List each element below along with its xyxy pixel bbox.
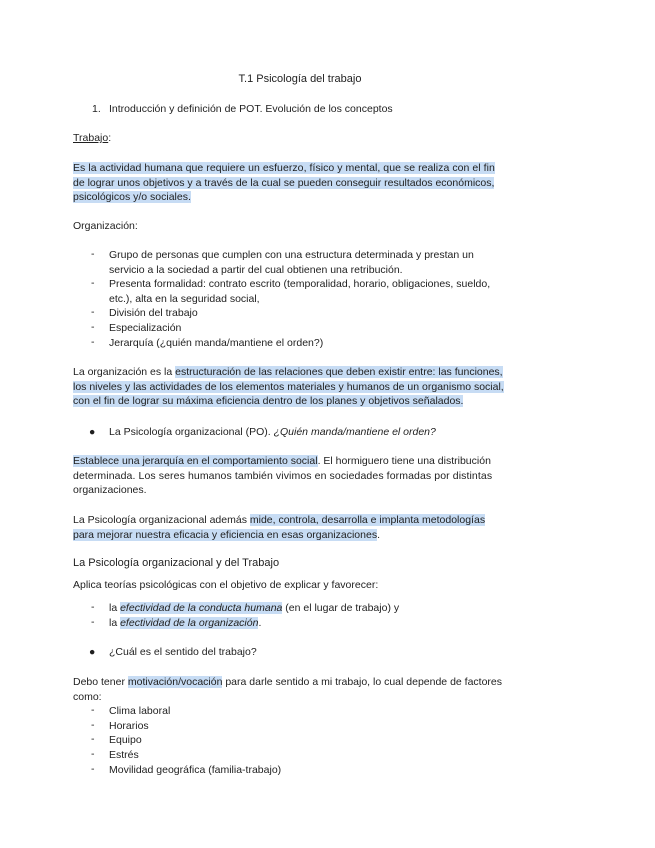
list-item: Clima laboral <box>109 705 171 717</box>
list-dash: - <box>91 336 95 348</box>
sentido-question: ¿Cuál es el sentido del trabajo? <box>109 646 257 658</box>
section-1-number: 1. <box>92 103 101 115</box>
list-dash: - <box>91 601 95 613</box>
trabajo-definition <box>73 161 529 205</box>
organizacion-paragraph: La organización es la estructuración de las relaciones que deben existir entre: las funciones, los niveles y las actividades de los elementos materiales y humanos de un organismo social, con el fin de lograr su máxima eficiencia dentro de los planes y objetivos señalados. <box>73 366 504 407</box>
pot-intro: Aplica teorías psicológicas con el objetivo de explicar y favorecer: <box>73 579 379 591</box>
po-highlight-1: Establece una jerarquía en el comportamiento social <box>73 455 318 467</box>
section-1-heading: Introducción y definición de POT. Evolución de los conceptos <box>109 103 393 115</box>
list-dash: - <box>91 248 95 260</box>
sentido-highlight: motivación/vocación <box>127 676 223 688</box>
pot-heading: La Psicología organizacional y del Trabajo <box>73 557 280 569</box>
list-dash: - <box>91 748 95 760</box>
list-dash: - <box>91 763 95 775</box>
sentido-bullet: ● <box>89 646 96 658</box>
pot-item-1: la efectividad de la conducta humana (en el lugar de trabajo) y <box>109 602 400 614</box>
organizacion-list <box>0 248 655 358</box>
list-item: Movilidad geográfica (familia-trabajo) <box>109 764 282 776</box>
list-dash: - <box>91 719 95 731</box>
organizacion-label: Organización: <box>73 220 138 232</box>
trabajo-colon: : <box>108 132 112 144</box>
trabajo-def-line-1: Es la actividad humana que requiere un esfuerzo, físico y mental, que se realiza con el fin <box>73 162 495 174</box>
list-dash: - <box>91 321 95 333</box>
list-item: Horarios <box>109 720 149 732</box>
list-item: Grupo de personas que cumplen con una estructura determinada y prestan un servicio a la sociedad a partir del cual obtienen una retribución. <box>109 249 474 276</box>
pot-item-2: la efectividad de la organización. <box>109 617 262 629</box>
list-item: Estrés <box>109 749 139 761</box>
trabajo-label-line <box>73 131 111 146</box>
factors-list <box>0 704 655 784</box>
po-paragraph-2: La Psicología organizacional además mide, controla, desarrolla e implanta metodologías para mejorar nuestra eficacia y eficiencia en esas organizaciones. <box>73 514 486 541</box>
po-paragraph-1: Establece una jerarquía en el comportamiento social. El hormiguero tiene una distribución determinada. Los seres humanos también vivimos en sociedades formadas por distintas organizaciones. <box>73 455 493 496</box>
po-bullet: ● <box>89 426 96 438</box>
po-question: ¿Quién manda/mantiene el orden? <box>273 426 436 438</box>
list-dash: - <box>91 733 95 745</box>
list-item: División del trabajo <box>109 307 198 319</box>
list-dash: - <box>91 616 95 628</box>
list-item: Especialización <box>109 322 182 334</box>
trabajo-label: Trabajo <box>73 132 109 144</box>
list-item: Jerarquía (¿quién manda/mantiene el orden?) <box>109 337 324 349</box>
list-dash: - <box>91 277 95 289</box>
trabajo-def-line-2: de lograr unos objetivos y a través de la cual se pueden conseguir resultados económicos, <box>73 176 495 189</box>
page-title: T.1 Psicología del trabajo <box>238 73 362 85</box>
list-dash: - <box>91 306 95 318</box>
sentido-paragraph: Debo tener motivación/vocación para darle sentido a mi trabajo, lo cual depende de factores como: <box>73 676 503 703</box>
list-dash: - <box>91 704 95 716</box>
po-highlight-2: mide, controla, desarrolla e implanta metodologías <box>249 514 486 526</box>
pot-highlight-2: efectividad de la organización <box>120 617 259 629</box>
pot-highlight-1: efectividad de la conducta humana <box>120 602 283 614</box>
trabajo-def-line-3: psicológicos y/o sociales. <box>73 191 191 203</box>
list-item: Presenta formalidad: contrato escrito (temporalidad, horario, obligaciones, sueldo, etc.), alta en la seguridad social, <box>109 278 491 305</box>
po-heading: La Psicología organizacional (PO). ¿Quién manda/mantiene el orden? <box>109 426 436 438</box>
list-item: Equipo <box>109 734 142 746</box>
organizacion-highlight: estructuración de las relaciones que deben existir entre: las funciones, <box>175 366 503 378</box>
